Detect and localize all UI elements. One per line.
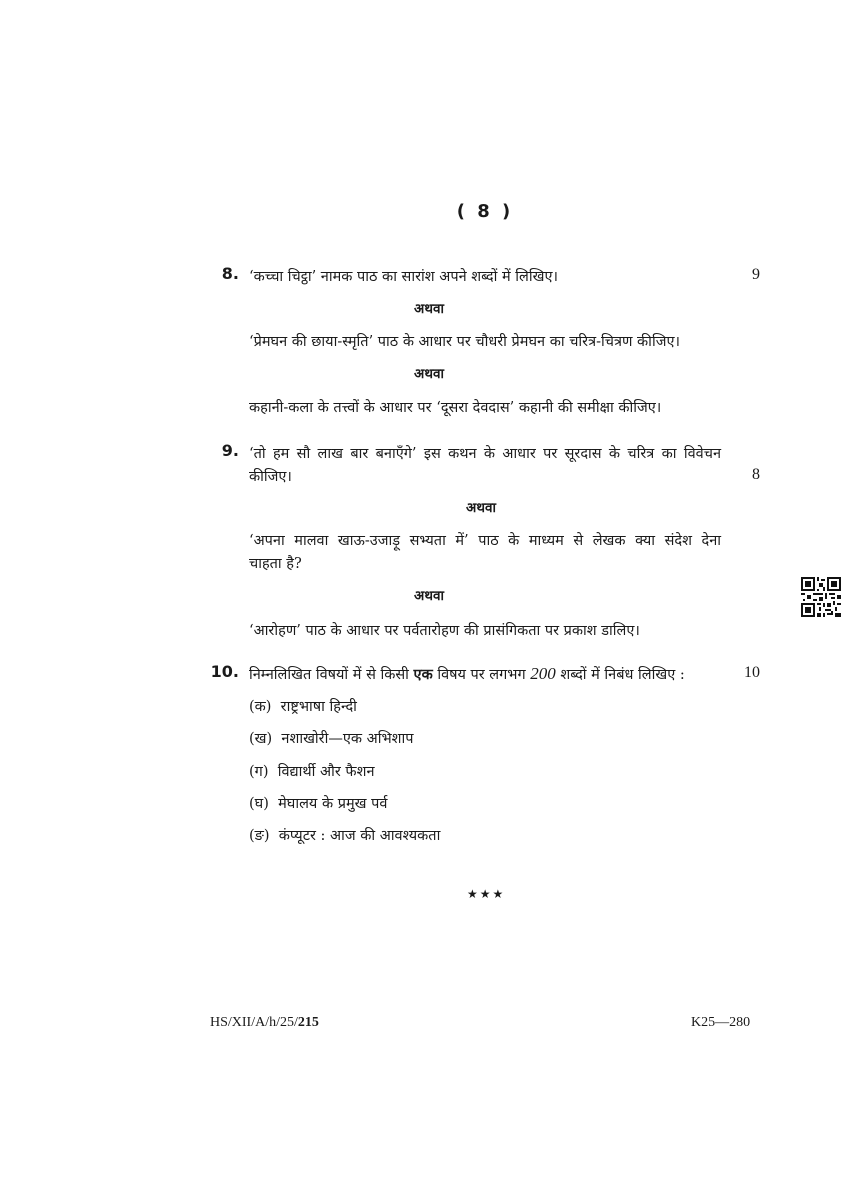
paper-code <box>210 1015 319 1031</box>
question-8-alternative-2: कहानी-कला के तत्त्वों के आधार पर ‘दूसरा देवदास’ कहानी की समीक्षा कीजिए। <box>249 400 662 416</box>
question-10-text <box>249 664 685 684</box>
question-9-number: 9. <box>221 441 239 460</box>
question-10-text-pre: निम्नलिखित विषयों में से किसी <box>249 667 409 683</box>
question-9-alternative-2: ‘आरोहण’ पाठ के आधार पर पर्वतारोहण की प्रासंगिकता पर प्रकाश डालिए। <box>249 623 640 639</box>
question-10-marks: 10 <box>744 664 760 681</box>
end-marker: ★★★ <box>467 887 506 901</box>
option-label: (क) <box>249 699 272 715</box>
question-10-number: 10. <box>210 662 239 681</box>
question-8-text: ‘कच्चा चिट्ठा’ नामक पाठ का सारांश अपने शब्दों में लिखिए। <box>249 269 558 285</box>
paper-code-number: 215 <box>297 1015 319 1030</box>
question-10-text-mid: विषय पर लगभग <box>437 667 526 683</box>
question-9-text-line-1: ‘तो हम सौ लाख बार बनाएँगे’ इस कथन के आधार पर सूरदास के चरित्र का विवेचन <box>249 446 721 462</box>
question-10-word-count: 200 <box>530 664 556 683</box>
option-text: राष्ट्रभाषा हिन्दी <box>280 699 357 715</box>
page-number: ( 8 ) <box>456 201 514 222</box>
question-8-marks: 9 <box>752 266 760 283</box>
option-text: मेघालय के प्रमुख पर्व <box>278 796 388 812</box>
option-ga <box>249 761 375 781</box>
option-kha <box>249 728 414 748</box>
option-label: (ग) <box>249 764 269 780</box>
option-nga <box>249 825 440 845</box>
option-text: कंप्यूटर : आज की आवश्यकता <box>278 828 441 844</box>
question-9-text-line-2: कीजिए। <box>249 469 292 485</box>
option-label: (घ) <box>249 796 269 812</box>
question-9-or-2: अथवा <box>414 588 444 604</box>
question-9-alternative-1-line-2: चाहता है? <box>249 556 302 572</box>
option-label: (ङ) <box>249 828 270 844</box>
question-8-or-2: अथवा <box>414 366 444 382</box>
option-text: नशाखोरी—एक अभिशाप <box>281 731 414 747</box>
question-8-alternative-1: ‘प्रेमघन की छाया-स्मृति’ पाठ के आधार पर चौधरी प्रेमघन का चरित्र-चित्रण कीजिए। <box>249 334 680 350</box>
question-9-marks: 8 <box>752 466 760 483</box>
option-gha <box>249 793 387 813</box>
option-label: (ख) <box>249 731 273 747</box>
option-ka <box>249 696 357 716</box>
question-8-number: 8. <box>221 264 239 283</box>
question-9-alternative-1-line-1: ‘अपना मालवा खाऊ-उजाड़ू सभ्यता में’ पाठ के माध्यम से लेखक क्या संदेश देना <box>249 533 721 549</box>
question-10-text-bold: एक <box>413 666 433 683</box>
question-10-text-post: शब्दों में निबंध लिखिए : <box>560 667 685 683</box>
question-8-or-1: अथवा <box>414 301 444 317</box>
paper-code-prefix: HS/XII/A/h/25/ <box>210 1015 298 1030</box>
option-text: विद्यार्थी और फैशन <box>277 764 375 780</box>
question-9-or-1: अथवा <box>466 500 496 516</box>
print-code: K25—280 <box>691 1015 751 1030</box>
qr-code-icon <box>801 577 841 617</box>
